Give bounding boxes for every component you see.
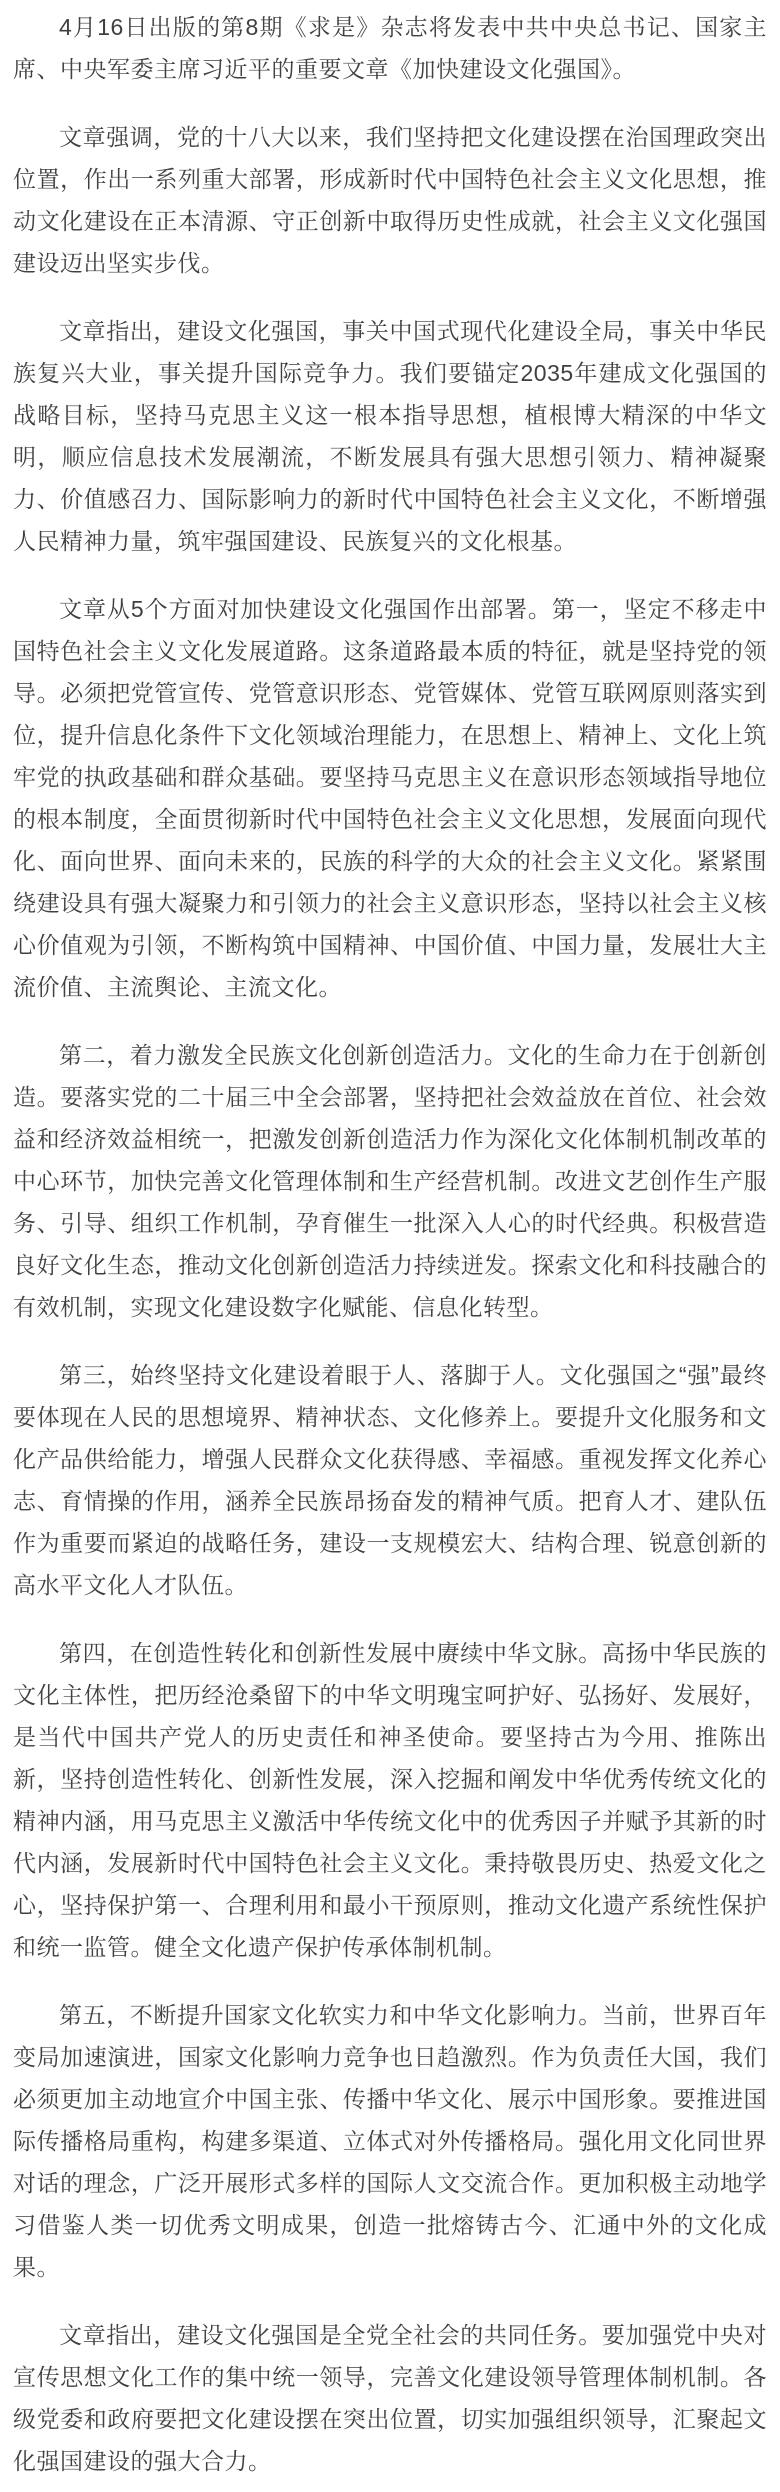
paragraph-point-3: 第三，始终坚持文化建设着眼于人、落脚于人。文化强国之“强”最终要体现在人民的思想境界、精神状态、文化修养上。要提升文化服务和文化产品供给能力，增强人民群众文化获得感、幸福感。重视发挥文化养心志、育情操的作用，涵养全民族昂扬奋发的精神气质。把育人才、建队伍作为重要而紧迫的战略任务，建设一支规模宏大、结构合理、锐意创新的高水平文化人才队伍。 bbox=[13, 1362, 767, 1598]
paragraph-intro: 4月16日出版的第8期《求是》杂志将发表中共中央总书记、国家主席、中央军委主席习近平的重要文章《加快建设文化强国》。 bbox=[13, 14, 767, 82]
paragraph-goal: 文章指出，建设文化强国，事关中国式现代化建设全局，事关中华民族复兴大业，事关提升国际竞争力。我们要锚定2035年建成文化强国的战略目标，坚持马克思主义这一根本指导思想，植根博大精深的中华文明，顺应信息技术发展潮流，不断发展具有强大思想引领力、精神凝聚力、价值感召力、国际影响力的新时代中国特色社会主义文化，不断增强人民精神力量，筑牢强国建设、民族复兴的文化根基。 bbox=[13, 318, 767, 554]
paragraph-emphasis: 文章强调，党的十八大以来，我们坚持把文化建设摆在治国理政突出位置，作出一系列重大部署，形成新时代中国特色社会主义文化思想，推动文化建设在正本清源、守正创新中取得历史性成就，社会主义文化强国建设迈出坚实步伐。 bbox=[13, 124, 767, 276]
paragraph-point-5: 第五，不断提升国家文化软实力和中华文化影响力。当前，世界百年变局加速演进，国家文化影响力竞争也日趋激烈。作为负责任大国，我们必须更加主动地宣介中国主张、传播中华文化、展示中国形象。要推进国际传播格局重构，构建多渠道、立体式对外传播格局。强化用文化同世界对话的理念，广泛开展形式多样的国际人文交流合作。更加积极主动地学习借鉴人类一切优秀文明成果，创造一批熔铸古今、汇通中外的文化成果。 bbox=[13, 2002, 767, 2280]
paragraph-conclusion: 文章指出，建设文化强国是全党全社会的共同任务。要加强党中央对宣传思想文化工作的集中统一领导，完善文化建设领导管理体制机制。各级党委和政府要把文化建设摆在突出位置，切实加强组织领导，汇聚起文化强国建设的强大合力。 bbox=[13, 2322, 767, 2474]
paragraph-point-1: 文章从5个方面对加快建设文化强国作出部署。第一，坚定不移走中国特色社会主义文化发展道路。这条道路最本质的特征，就是坚持党的领导。必须把党管宣传、党管意识形态、党管媒体、党管互联网原则落实到位，提升信息化条件下文化领域治理能力，在思想上、精神上、文化上筑牢党的执政基础和群众基础。要坚持马克思主义在意识形态领域指导地位的根本制度，全面贯彻新时代中国特色社会主义文化思想，发展面向现代化、面向世界、面向未来的，民族的科学的大众的社会主义文化。紧紧围绕建设具有强大凝聚力和引领力的社会主义意识形态，坚持以社会主义核心价值观为引领，不断构筑中国精神、中国价值、中国力量，发展壮大主流价值、主流舆论、主流文化。 bbox=[13, 596, 767, 1000]
paragraph-point-4: 第四，在创造性转化和创新性发展中赓续中华文脉。高扬中华民族的文化主体性，把历经沧桑留下的中华文明瑰宝呵护好、弘扬好、发展好，是当代中国共产党人的历史责任和神圣使命。要坚持古为今用、推陈出新，坚持创造性转化、创新性发展，深入挖掘和阐发中华优秀传统文化的精神内涵，用马克思主义激活中华传统文化中的优秀因子并赋予其新的时代内涵，发展新时代中国特色社会主义文化。秉持敬畏历史、热爱文化之心，坚持保护第一、合理利用和最小干预原则，推动文化遗产系统性保护和统一监管。健全文化遗产保护传承体制机制。 bbox=[13, 1640, 767, 1960]
paragraph-point-2: 第二，着力激发全民族文化创新创造活力。文化的生命力在于创新创造。要落实党的二十届三中全会部署，坚持把社会效益放在首位、社会效益和经济效益相统一，把激发创新创造活力作为深化文化体制机制改革的中心环节，加快完善文化管理体制和生产经营机制。改进文艺创作生产服务、引导、组织工作机制，孕育催生一批深入人心的时代经典。积极营造良好文化生态，推动文化创新创造活力持续迸发。探索文化和科技融合的有效机制，实现文化建设数字化赋能、信息化转型。 bbox=[13, 1042, 767, 1320]
